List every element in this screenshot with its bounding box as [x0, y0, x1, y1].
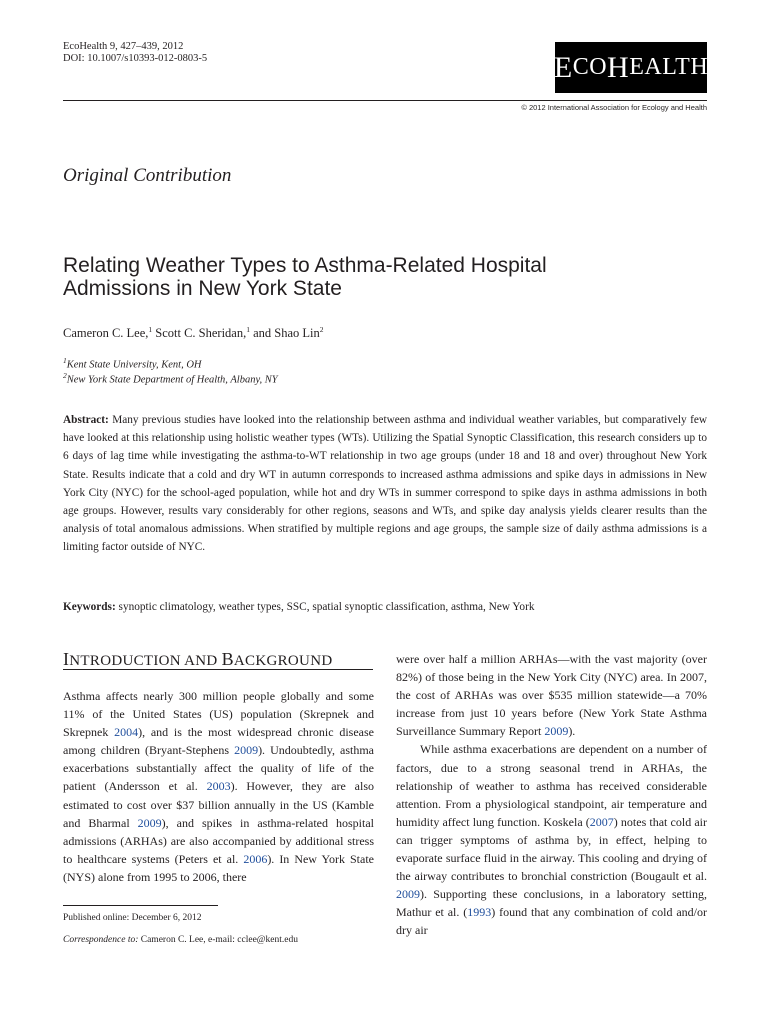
correspondence-text[interactable]: Cameron C. Lee, e-mail: cclee@kent.edu	[140, 935, 299, 945]
journal-citation: EcoHealth 9, 427–439, 2012	[63, 41, 184, 52]
copyright-line: © 2012 International Association for Ecology and Health	[521, 103, 707, 112]
paragraph: were over half a million ARHAs—with the vast majority (over 82%) of those being in the New York City (NYC) area. In 2007, the cost of ARHAs was over $535 million statewide—a 70% increase from just 10 years before (New York State Asthma Surveillance Summary Report 2009).	[396, 652, 707, 739]
author-sup: 1	[246, 325, 250, 334]
citation-link[interactable]: 2003	[206, 779, 231, 794]
section-heading: INTRODUCTION AND BACKGROUND	[63, 649, 333, 669]
journal-logo: E CO H EALTH	[555, 42, 707, 93]
author-name[interactable]: Scott C. Sheridan,	[155, 326, 247, 341]
correspondence-label: Correspondence to:	[63, 935, 139, 945]
article-type: Original Contribution	[63, 165, 232, 186]
abstract-label: Abstract:	[63, 414, 109, 426]
citation-link[interactable]: 2006	[243, 851, 268, 866]
doi[interactable]: DOI: 10.1007/s10393-012-0803-5	[63, 53, 208, 64]
affiliation: $^2$New York State Department of Health, Albany, NY	[63, 371, 278, 386]
keywords	[63, 601, 707, 613]
body-column-right	[396, 650, 707, 940]
citation-link[interactable]: 2009	[396, 887, 420, 902]
citation-link[interactable]: 2009	[234, 743, 259, 758]
keywords-label: Keywords:	[63, 601, 116, 613]
author-list	[63, 325, 324, 341]
author-name[interactable]: and Shao Lin	[253, 326, 320, 341]
citation-link[interactable]: 2004	[114, 725, 139, 740]
running-header	[63, 41, 207, 65]
header-rule	[63, 100, 707, 101]
correspondence	[63, 935, 298, 945]
citation-link[interactable]: 2009	[137, 815, 162, 830]
paragraph: While asthma exacerbations are dependent on a number of factors, due to a strong seasonal trend in ARHAs, the relationship of weather to asthma has received considerable attention. From a physiological standpoint, air temperature and humidity affect lung function. Koskela (2007) notes that cold air can trigger symptoms of asthma by, in effect, helping to evaporate surface fluid in the airway. This cooling and drying of the airway contributes to bronchial constriction (Bougault et al. 2009). Supporting these conclusions, in a laboratory setting, Mathur et al. (1993) found that any combination of cold and/or dry air	[396, 742, 707, 938]
author-sup: 2	[319, 325, 324, 334]
citation-link[interactable]: 2007	[589, 814, 614, 829]
section-rule	[63, 669, 373, 670]
affiliation: $^1$Kent State University, Kent, OH	[63, 356, 202, 371]
keywords-text: synoptic climatology, weather types, SSC, spatial synoptic classification, asthma, New York	[118, 601, 535, 613]
published-date: Published online: December 6, 2012	[63, 913, 202, 923]
abstract	[63, 411, 707, 557]
author-name[interactable]: Cameron C. Lee,	[63, 326, 149, 341]
citation-link[interactable]: 1993	[467, 905, 492, 920]
citation-link[interactable]: 2009	[544, 724, 569, 739]
body-column-left	[63, 687, 374, 886]
abstract-text: Many previous studies have looked into the relationship between asthma and individual weather variables, but comparatively few have looked at this relationship using holistic weather types (WTs). Utilizing the Spatial Synoptic Classification, this research considers up to 6 days of lag time while investigating the asthma-to-WT relationship in two age groups (under 18 and 18 and over) throughout New York State. Results indicate that a cold and dry WT in autumn corresponds to increased asthma admissions and spike days in admissions in New York City (NYC) for the school-aged population, while hot and dry WTs in summer correspond to spike days in asthma admissions in both age groups. However, results vary considerably for other regions, seasons and WTs, and spike day analysis yields clearer results than the analysis of total anomalous admissions. When stratified by multiple regions and age groups, the sample size of daily asthma admissions is a limiting factor outside of NYC.	[63, 414, 708, 554]
footnote-rule	[63, 905, 218, 906]
article-title: Relating Weather Types to Asthma-Related Hospital Admissions in New York State	[63, 254, 547, 300]
paragraph: Asthma affects nearly 300 million people globally and some 11% of the United States (US) population (Skrepnek and Skrepnek 2004), and is the most widespread chronic disease among children (Bryant-Stephens 2009). Undoubtedly, asthma exacerbations substantially affect the quality of life of the patient (Andersson et al. 2003). However, they are also estimated to cost over $37 billion annually in the US (Kamble and Bharmal 2009), and spikes in asthma-related hospital admissions (ARHAs) are also accompanied by additional stress to healthcare systems (Peters et al. 2006). In New York State (NYS) alone from 1995 to 2006, there	[63, 689, 375, 884]
author-sup: 1	[148, 325, 153, 334]
